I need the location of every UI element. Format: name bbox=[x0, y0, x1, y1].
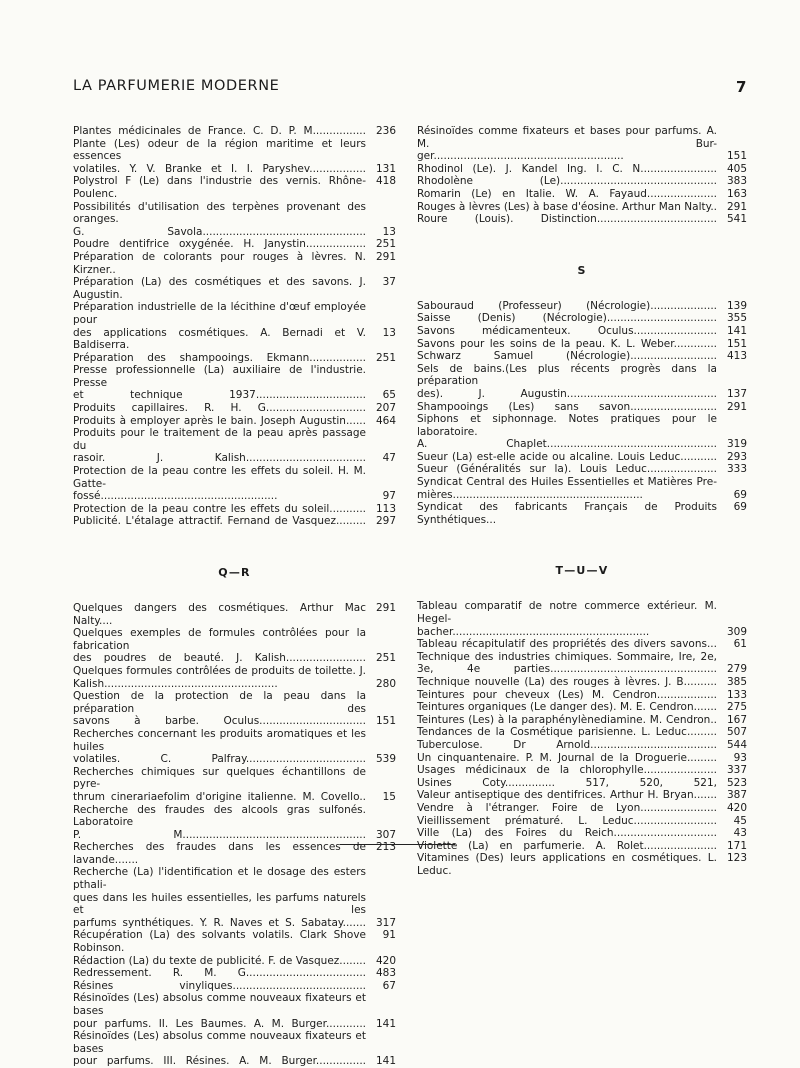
entry-page-number bbox=[366, 627, 396, 652]
entry-text: Sels de bains.(Les plus récents progrès dans la préparation bbox=[417, 362, 717, 388]
entry-text: Kalish.................................................... bbox=[73, 677, 278, 690]
section-heading: Q—R bbox=[218, 566, 251, 579]
entry-text: Question de la protection de la peau dans la préparation des bbox=[73, 690, 366, 715]
entry-text: Quelques dangers des cosmétiques. Arthur Mac Nalty.... bbox=[73, 602, 366, 627]
entry-text: Polystrol F (Le) dans l'industrie des vernis. Rhône-Poulenc. bbox=[73, 175, 366, 200]
entry-page-number: 69 bbox=[733, 488, 747, 501]
index-entry bbox=[73, 690, 396, 715]
entry-page-number: 541 bbox=[726, 213, 747, 226]
entry-page-number: 279 bbox=[726, 663, 747, 676]
entry-text: parfums synthétiques. Y. R. Naves et S. Sabatay....... bbox=[73, 916, 366, 929]
index-entry bbox=[73, 490, 396, 503]
entry-page-number: 291 bbox=[375, 250, 396, 263]
entry-text: Syndicat Central des Huiles Essentielles et Matières Pre- bbox=[417, 476, 717, 489]
index-entry bbox=[73, 917, 396, 930]
entry-page-number: 69 bbox=[733, 501, 747, 514]
entry-text: Romarin (Le) en Italie. W. A. Fayaud..................... bbox=[417, 187, 717, 200]
entry-page-number: 97 bbox=[382, 490, 396, 503]
entry-text: Sueur (La) est-elle acide ou alcaline. Louis Leduc........... bbox=[417, 450, 717, 463]
entry-text: Teintures organiques (Le danger des). M. E. Cendron....... bbox=[417, 701, 717, 714]
entry-text: Résinoïdes (Les) absolus comme nouveaux fixateurs et bases bbox=[73, 992, 366, 1017]
index-entry bbox=[417, 338, 747, 351]
entry-text: volatiles. C. Palfray.................................... bbox=[73, 753, 366, 766]
index-entry bbox=[73, 728, 396, 753]
index-entry bbox=[73, 352, 396, 365]
entry-page-number: 507 bbox=[726, 726, 747, 739]
entry-page-number: 464 bbox=[375, 414, 396, 427]
entry-text: Vieillissement prématuré. L. Leduc......................... bbox=[417, 814, 717, 827]
index-entry bbox=[417, 163, 747, 176]
index-entry bbox=[73, 452, 396, 465]
entry-page-number: 251 bbox=[375, 652, 396, 665]
entry-page-number bbox=[366, 690, 396, 715]
entry-page-number bbox=[366, 465, 396, 490]
entry-text: Protection de la peau contre les effets du soleil........... bbox=[73, 502, 366, 515]
section-heading: T—U—V bbox=[555, 564, 609, 578]
entry-page-number bbox=[366, 892, 396, 917]
entry-page-number bbox=[366, 728, 396, 753]
entry-page-number bbox=[366, 766, 396, 791]
index-entry bbox=[417, 638, 747, 651]
index-entry bbox=[417, 827, 747, 840]
entry-text: Recherches concernant les produits aromatiques et les huiles bbox=[73, 727, 366, 753]
entry-text: Plantes médicinales de France. C. D. P. M................ bbox=[73, 125, 366, 137]
entry-text: pour parfums. III. Résines. A. M. Burger............... bbox=[73, 1055, 366, 1068]
index-entry bbox=[417, 388, 747, 401]
index-entry bbox=[73, 804, 396, 829]
entry-page-number: 280 bbox=[375, 677, 396, 690]
index-entry bbox=[417, 150, 747, 163]
entry-text: des applications cosmétiques. A. Bernadi et V. Baldiserra. bbox=[73, 326, 366, 352]
entry-text: Rédaction (La) du texte de publicité. F. de Vasquez........ bbox=[73, 954, 366, 967]
index-entry bbox=[417, 463, 747, 476]
entry-page-number: 236 bbox=[375, 125, 396, 137]
index-entry bbox=[417, 777, 747, 790]
running-header-title: LA PARFUMERIE MODERNE bbox=[73, 78, 280, 94]
index-entry bbox=[417, 676, 747, 689]
entry-page-number: 141 bbox=[726, 324, 747, 337]
entry-text: Rhodinol (Le). J. Kandel Ing. I. C. N....................... bbox=[417, 162, 717, 175]
index-column-right bbox=[417, 125, 747, 878]
entry-page-number: 37 bbox=[382, 276, 396, 289]
index-entry bbox=[73, 276, 396, 301]
entry-page-number: 319 bbox=[726, 438, 747, 451]
entry-page-number bbox=[366, 301, 396, 326]
section-heading: S bbox=[577, 263, 587, 277]
index-entry bbox=[417, 600, 747, 625]
entry-text: Schwarz Samuel (Nécrologie).......................... bbox=[417, 350, 717, 363]
entry-page-number: 93 bbox=[733, 751, 747, 764]
entry-page-number bbox=[366, 804, 396, 829]
entry-text: Récupération (La) des solvants volatils. Clark Shove Robinson. bbox=[73, 929, 366, 955]
index-entry bbox=[73, 1030, 396, 1055]
entry-text: Technique nouvelle (La) des rouges à lèvres. J. B.......... bbox=[417, 676, 717, 688]
entry-text: Vitamines (Des) leurs applications en cosmétiques. L. Leduc. bbox=[417, 852, 717, 877]
entry-page-number bbox=[366, 201, 396, 226]
entry-text: Teintures (Les) à la paraphénylènediamine. M. Cendron.. bbox=[417, 713, 717, 726]
entry-text: Plante (Les) odeur de la région maritime et leurs essences bbox=[73, 137, 366, 163]
entry-text: Technique des industries chimiques. Sommaire, Ire, 2e, bbox=[417, 650, 717, 663]
entry-text: Recherches des fraudes dans les essences de lavande....... bbox=[73, 841, 366, 866]
entry-page-number bbox=[717, 363, 747, 388]
entry-page-number: 65 bbox=[382, 389, 396, 402]
entry-page-number bbox=[717, 125, 747, 150]
index-entry bbox=[73, 327, 396, 352]
entry-page-number: 163 bbox=[726, 187, 747, 200]
index-entry bbox=[417, 201, 747, 214]
entry-page-number bbox=[366, 138, 396, 163]
entry-text: 3e, 4e parties.................................................. bbox=[417, 663, 717, 676]
entry-page-number: 47 bbox=[382, 452, 396, 465]
index-entry bbox=[73, 665, 396, 678]
index-entry bbox=[417, 626, 747, 639]
entry-text: ques dans les huiles essentielles, les parfums naturels et les bbox=[73, 891, 366, 917]
entry-page-number: 61 bbox=[733, 638, 747, 651]
entry-page-number: 405 bbox=[726, 162, 747, 175]
entry-page-number: 131 bbox=[375, 162, 396, 175]
index-entry bbox=[73, 1055, 396, 1068]
index-entry bbox=[73, 992, 396, 1017]
index-entry bbox=[73, 201, 396, 226]
index-entry bbox=[73, 627, 396, 652]
index-entry bbox=[73, 866, 396, 891]
entry-page-number: 141 bbox=[375, 1055, 396, 1068]
index-entry bbox=[73, 389, 396, 402]
entry-text: Vendre à l'étranger. Foire de Lyon....................... bbox=[417, 801, 717, 814]
entry-text: Recherches chimiques sur quelques échantillons de pyre- bbox=[73, 765, 366, 791]
index-entry bbox=[73, 678, 396, 691]
index-entry bbox=[73, 163, 396, 176]
index-entry bbox=[73, 841, 396, 866]
index-column-left bbox=[73, 125, 396, 1068]
entry-page-number: 167 bbox=[726, 713, 747, 726]
entry-page-number: 171 bbox=[726, 839, 747, 852]
entry-text: des poudres de beauté. J. Kalish........................ bbox=[73, 652, 366, 665]
entry-page-number: 133 bbox=[726, 688, 747, 701]
entry-page-number bbox=[717, 413, 747, 438]
entry-text: Shampooings (Les) sans savon.......................... bbox=[417, 400, 717, 413]
index-entry bbox=[417, 451, 747, 464]
entry-page-number: 483 bbox=[375, 967, 396, 980]
index-entry bbox=[73, 301, 396, 326]
entry-page-number: 291 bbox=[375, 602, 396, 614]
index-entry bbox=[417, 651, 747, 664]
index-entry bbox=[417, 815, 747, 828]
entry-page-number: 355 bbox=[726, 312, 747, 325]
index-entry bbox=[417, 438, 747, 451]
index-entry bbox=[73, 980, 396, 993]
index-entry bbox=[417, 489, 747, 502]
index-entry bbox=[73, 515, 396, 528]
index-entry bbox=[417, 350, 747, 363]
index-entry bbox=[73, 1018, 396, 1031]
entry-page-number: 251 bbox=[375, 351, 396, 364]
entry-page-number: 383 bbox=[726, 175, 747, 188]
entry-text: Usines Coty............... 517, 520, 521, bbox=[417, 776, 717, 789]
entry-page-number: 13 bbox=[382, 225, 396, 238]
entry-text: Ville (La) des Foires du Reich............................... bbox=[417, 827, 717, 840]
entry-page-number: 139 bbox=[726, 299, 747, 312]
entry-text: pour parfums. II. Les Baumes. A. M. Burger............ bbox=[73, 1017, 366, 1030]
entry-page-number: 387 bbox=[726, 789, 747, 802]
entry-text: Protection de la peau contre les effets du soleil. H. M. Gatte- bbox=[73, 465, 366, 490]
entry-page-number: 151 bbox=[726, 337, 747, 350]
entry-page-number: 333 bbox=[726, 463, 747, 476]
entry-text: Roure (Louis). Distinction.................................... bbox=[417, 213, 717, 226]
index-entry bbox=[73, 465, 396, 490]
index-entry bbox=[417, 701, 747, 714]
entry-text: Savons pour les soins de la peau. K. L. Weber............. bbox=[417, 337, 717, 350]
entry-text: A. Chaplet................................................... bbox=[417, 438, 717, 451]
entry-page-number: 213 bbox=[375, 841, 396, 854]
entry-text: Redressement. R. M. G.................................... bbox=[73, 967, 366, 980]
index-entry bbox=[417, 188, 747, 201]
index-entry bbox=[417, 501, 747, 526]
entry-text: Quelques exemples de formules contrôlées pour la fabrication bbox=[73, 627, 366, 652]
entry-page-number bbox=[366, 992, 396, 1017]
entry-page-number bbox=[366, 427, 396, 452]
entry-text: Produits pour le traitement de la peau après passage du bbox=[73, 427, 366, 452]
index-entry bbox=[73, 175, 396, 200]
entry-text: Poudre dentifrice oxygénée. H. Janystin.................. bbox=[73, 238, 366, 251]
entry-page-number: 251 bbox=[375, 238, 396, 251]
entry-page-number: 385 bbox=[726, 676, 747, 688]
entry-text: Saisse (Denis) (Nécrologie)................................. bbox=[417, 312, 717, 325]
entry-page-number: 67 bbox=[382, 979, 396, 992]
entry-page-number: 207 bbox=[375, 402, 396, 415]
index-entry bbox=[73, 766, 396, 791]
entry-page-number bbox=[366, 866, 396, 891]
index-entry bbox=[73, 715, 396, 728]
index-entry bbox=[417, 476, 747, 489]
entry-text: Recherche (La) l'identification et le dosage des esters pthali- bbox=[73, 866, 366, 892]
entry-page-number: 293 bbox=[726, 450, 747, 463]
entry-page-number bbox=[366, 665, 396, 678]
index-entry bbox=[73, 652, 396, 665]
entry-page-number: 307 bbox=[375, 828, 396, 841]
entry-text: des). J. Augustin............................................. bbox=[417, 387, 717, 400]
entry-page-number: 309 bbox=[726, 625, 747, 638]
index-entry bbox=[417, 413, 747, 438]
entry-text: thrum cinerariaefolim d'origine italienne. M. Covello.. bbox=[73, 790, 366, 803]
entry-page-number: 420 bbox=[726, 801, 747, 814]
entry-page-number: 413 bbox=[726, 350, 747, 363]
entry-page-number: 275 bbox=[726, 701, 747, 714]
entry-text: ger......................................................... bbox=[417, 150, 624, 163]
entry-text: Syndicat des fabricants Français de Produits Synthétiques... bbox=[417, 501, 717, 526]
entry-text: Valeur antiseptique des dentifrices. Arthur H. Bryan....... bbox=[417, 789, 717, 802]
index-entry bbox=[73, 929, 396, 954]
entry-page-number: 420 bbox=[375, 954, 396, 967]
index-entry bbox=[417, 325, 747, 338]
entry-text: Tableau récapitulatif des propriétés des divers savons... bbox=[417, 638, 717, 651]
entry-page-number: 523 bbox=[726, 776, 747, 789]
entry-text: Un cinquantenaire. P. M. Journal de la Droguerie......... bbox=[417, 751, 717, 764]
entry-text: volatiles. Y. V. Branke et I. I. Paryshev................. bbox=[73, 162, 366, 175]
entry-page-number: 141 bbox=[375, 1017, 396, 1030]
index-entry bbox=[73, 364, 396, 389]
entry-text: Savons médicamenteux. Oculus......................... bbox=[417, 324, 717, 337]
entry-page-number bbox=[717, 651, 747, 664]
entry-page-number: 337 bbox=[726, 764, 747, 777]
entry-text: Usages médicinaux de la chlorophylle...................... bbox=[417, 764, 717, 777]
index-entry bbox=[73, 892, 396, 917]
entry-text: Sabouraud (Professeur) (Nécrologie).................... bbox=[417, 299, 717, 312]
entry-text: Possibilités d'utilisation des terpènes provenant des oranges. bbox=[73, 200, 366, 226]
entry-text: Publicité. L'étalage attractif. Fernand de Vasquez......... bbox=[73, 515, 366, 528]
entry-text: Préparation de colorants pour rouges à lèvres. N. Kirzner.. bbox=[73, 250, 366, 276]
entry-text: Tuberculose. Dr Arnold...................................... bbox=[417, 738, 717, 751]
entry-text: Recherche des fraudes des alcools gras sulfonés. Laboratoire bbox=[73, 803, 366, 829]
index-entry bbox=[417, 802, 747, 815]
index-entry bbox=[73, 226, 396, 239]
index-entry bbox=[417, 689, 747, 702]
entry-text: Rouges à lèvres (Les) à base d'éosine. Arthur Man Nalty.. bbox=[417, 200, 717, 213]
entry-page-number: 123 bbox=[726, 852, 747, 865]
entry-text: savons à barbe. Oculus................................ bbox=[73, 715, 366, 728]
entry-page-number: 91 bbox=[382, 929, 396, 942]
index-entry bbox=[73, 753, 396, 766]
index-entry bbox=[73, 251, 396, 276]
index-entry bbox=[73, 955, 396, 968]
entry-page-number: 15 bbox=[382, 790, 396, 803]
entry-page-number: 137 bbox=[726, 387, 747, 400]
index-entry bbox=[73, 238, 396, 251]
index-entry bbox=[73, 427, 396, 452]
entry-page-number: 45 bbox=[733, 814, 747, 827]
entry-page-number: 317 bbox=[375, 916, 396, 929]
entry-text: et technique 1937................................. bbox=[73, 389, 366, 402]
index-entry bbox=[417, 125, 747, 150]
entry-text: Résines vinyliques........................................ bbox=[73, 979, 366, 992]
entry-page-number: 291 bbox=[726, 400, 747, 413]
entry-text: Résinoïdes (Les) absolus comme nouveaux fixateurs et bases bbox=[73, 1030, 366, 1055]
entry-text: Siphons et siphonnage. Notes pratiques pour le laboratoire. bbox=[417, 413, 717, 438]
index-entry bbox=[73, 791, 396, 804]
entry-text: Préparation des shampooings. Ekmann................. bbox=[73, 351, 366, 364]
index-entry bbox=[417, 852, 747, 877]
index-entry bbox=[417, 300, 747, 313]
index-entry bbox=[417, 789, 747, 802]
index-entry bbox=[417, 739, 747, 752]
index-entry bbox=[73, 415, 396, 428]
entry-text: bacher........................................................... bbox=[417, 625, 650, 638]
index-entry bbox=[417, 752, 747, 765]
index-entry bbox=[73, 402, 396, 415]
entry-text: mières......................................................... bbox=[417, 488, 643, 501]
entry-page-number: 418 bbox=[375, 175, 396, 188]
entry-text: Résinoïdes comme fixateurs et bases pour parfums. A. M. Bur- bbox=[417, 125, 717, 150]
entry-page-number: 544 bbox=[726, 738, 747, 751]
entry-text: Tendances de la Cosmétique parisienne. L. Leduc......... bbox=[417, 726, 717, 739]
entry-text: G. Savola................................................. bbox=[73, 225, 366, 238]
index-entry bbox=[417, 840, 747, 853]
entry-text: Violette (La) en parfumerie. A. Rolet...................... bbox=[417, 839, 717, 852]
entry-text: Quelques formules contrôlées de produits de toilette. J. bbox=[73, 664, 366, 677]
index-entry bbox=[417, 401, 747, 414]
index-entry bbox=[73, 602, 396, 627]
entry-page-number: 297 bbox=[375, 515, 396, 528]
entry-text: Produits à employer après le bain. Joseph Augustin...... bbox=[73, 414, 366, 427]
index-entry bbox=[417, 726, 747, 739]
entry-text: rasoir. J. Kalish.................................... bbox=[73, 452, 366, 465]
entry-page-number: 113 bbox=[375, 502, 396, 515]
entry-page-number bbox=[366, 364, 396, 389]
entry-text: Préparation industrielle de la lécithine d'œuf employée pour bbox=[73, 301, 366, 326]
index-entry bbox=[417, 363, 747, 388]
index-entry bbox=[73, 503, 396, 516]
entry-text: P. M....................................................... bbox=[73, 828, 366, 841]
entry-page-number: 291 bbox=[726, 200, 747, 213]
entry-page-number: 539 bbox=[375, 753, 396, 766]
page-number: 7 bbox=[736, 78, 747, 96]
index-entry bbox=[417, 764, 747, 777]
entry-text: Produits capillaires. R. H. G.............................. bbox=[73, 402, 366, 415]
index-entry bbox=[73, 829, 396, 842]
entry-page-number: 43 bbox=[733, 827, 747, 840]
entry-page-number bbox=[717, 476, 747, 489]
index-entry bbox=[417, 663, 747, 676]
entry-text: Teintures pour cheveux (Les) M. Cendron.................. bbox=[417, 688, 717, 701]
index-entry bbox=[73, 125, 396, 138]
entry-page-number: 151 bbox=[726, 150, 747, 163]
index-entry bbox=[73, 138, 396, 163]
entry-text: Sueur (Généralités sur la). Louis Leduc..................... bbox=[417, 463, 717, 476]
entry-page-number: 151 bbox=[375, 715, 396, 728]
entry-page-number bbox=[717, 600, 747, 625]
entry-page-number bbox=[366, 1030, 396, 1055]
entry-text: Préparation (La) des cosmétiques et des savons. J. Augustin. bbox=[73, 276, 366, 301]
index-entry bbox=[417, 714, 747, 727]
entry-text: Rhodolène (Le)............................................... bbox=[417, 175, 717, 188]
index-entry bbox=[417, 175, 747, 188]
index-entry bbox=[73, 967, 396, 980]
index-entry bbox=[417, 312, 747, 325]
entry-text: fossé..................................................... bbox=[73, 490, 278, 503]
entry-text: Tableau comparatif de notre commerce extérieur. M. Hegel- bbox=[417, 600, 717, 626]
index-entry bbox=[417, 213, 747, 226]
entry-page-number: 13 bbox=[382, 326, 396, 339]
entry-text: Presse professionnelle (La) auxiliaire de l'industrie. Presse bbox=[73, 364, 366, 389]
footer-rule bbox=[340, 844, 455, 845]
